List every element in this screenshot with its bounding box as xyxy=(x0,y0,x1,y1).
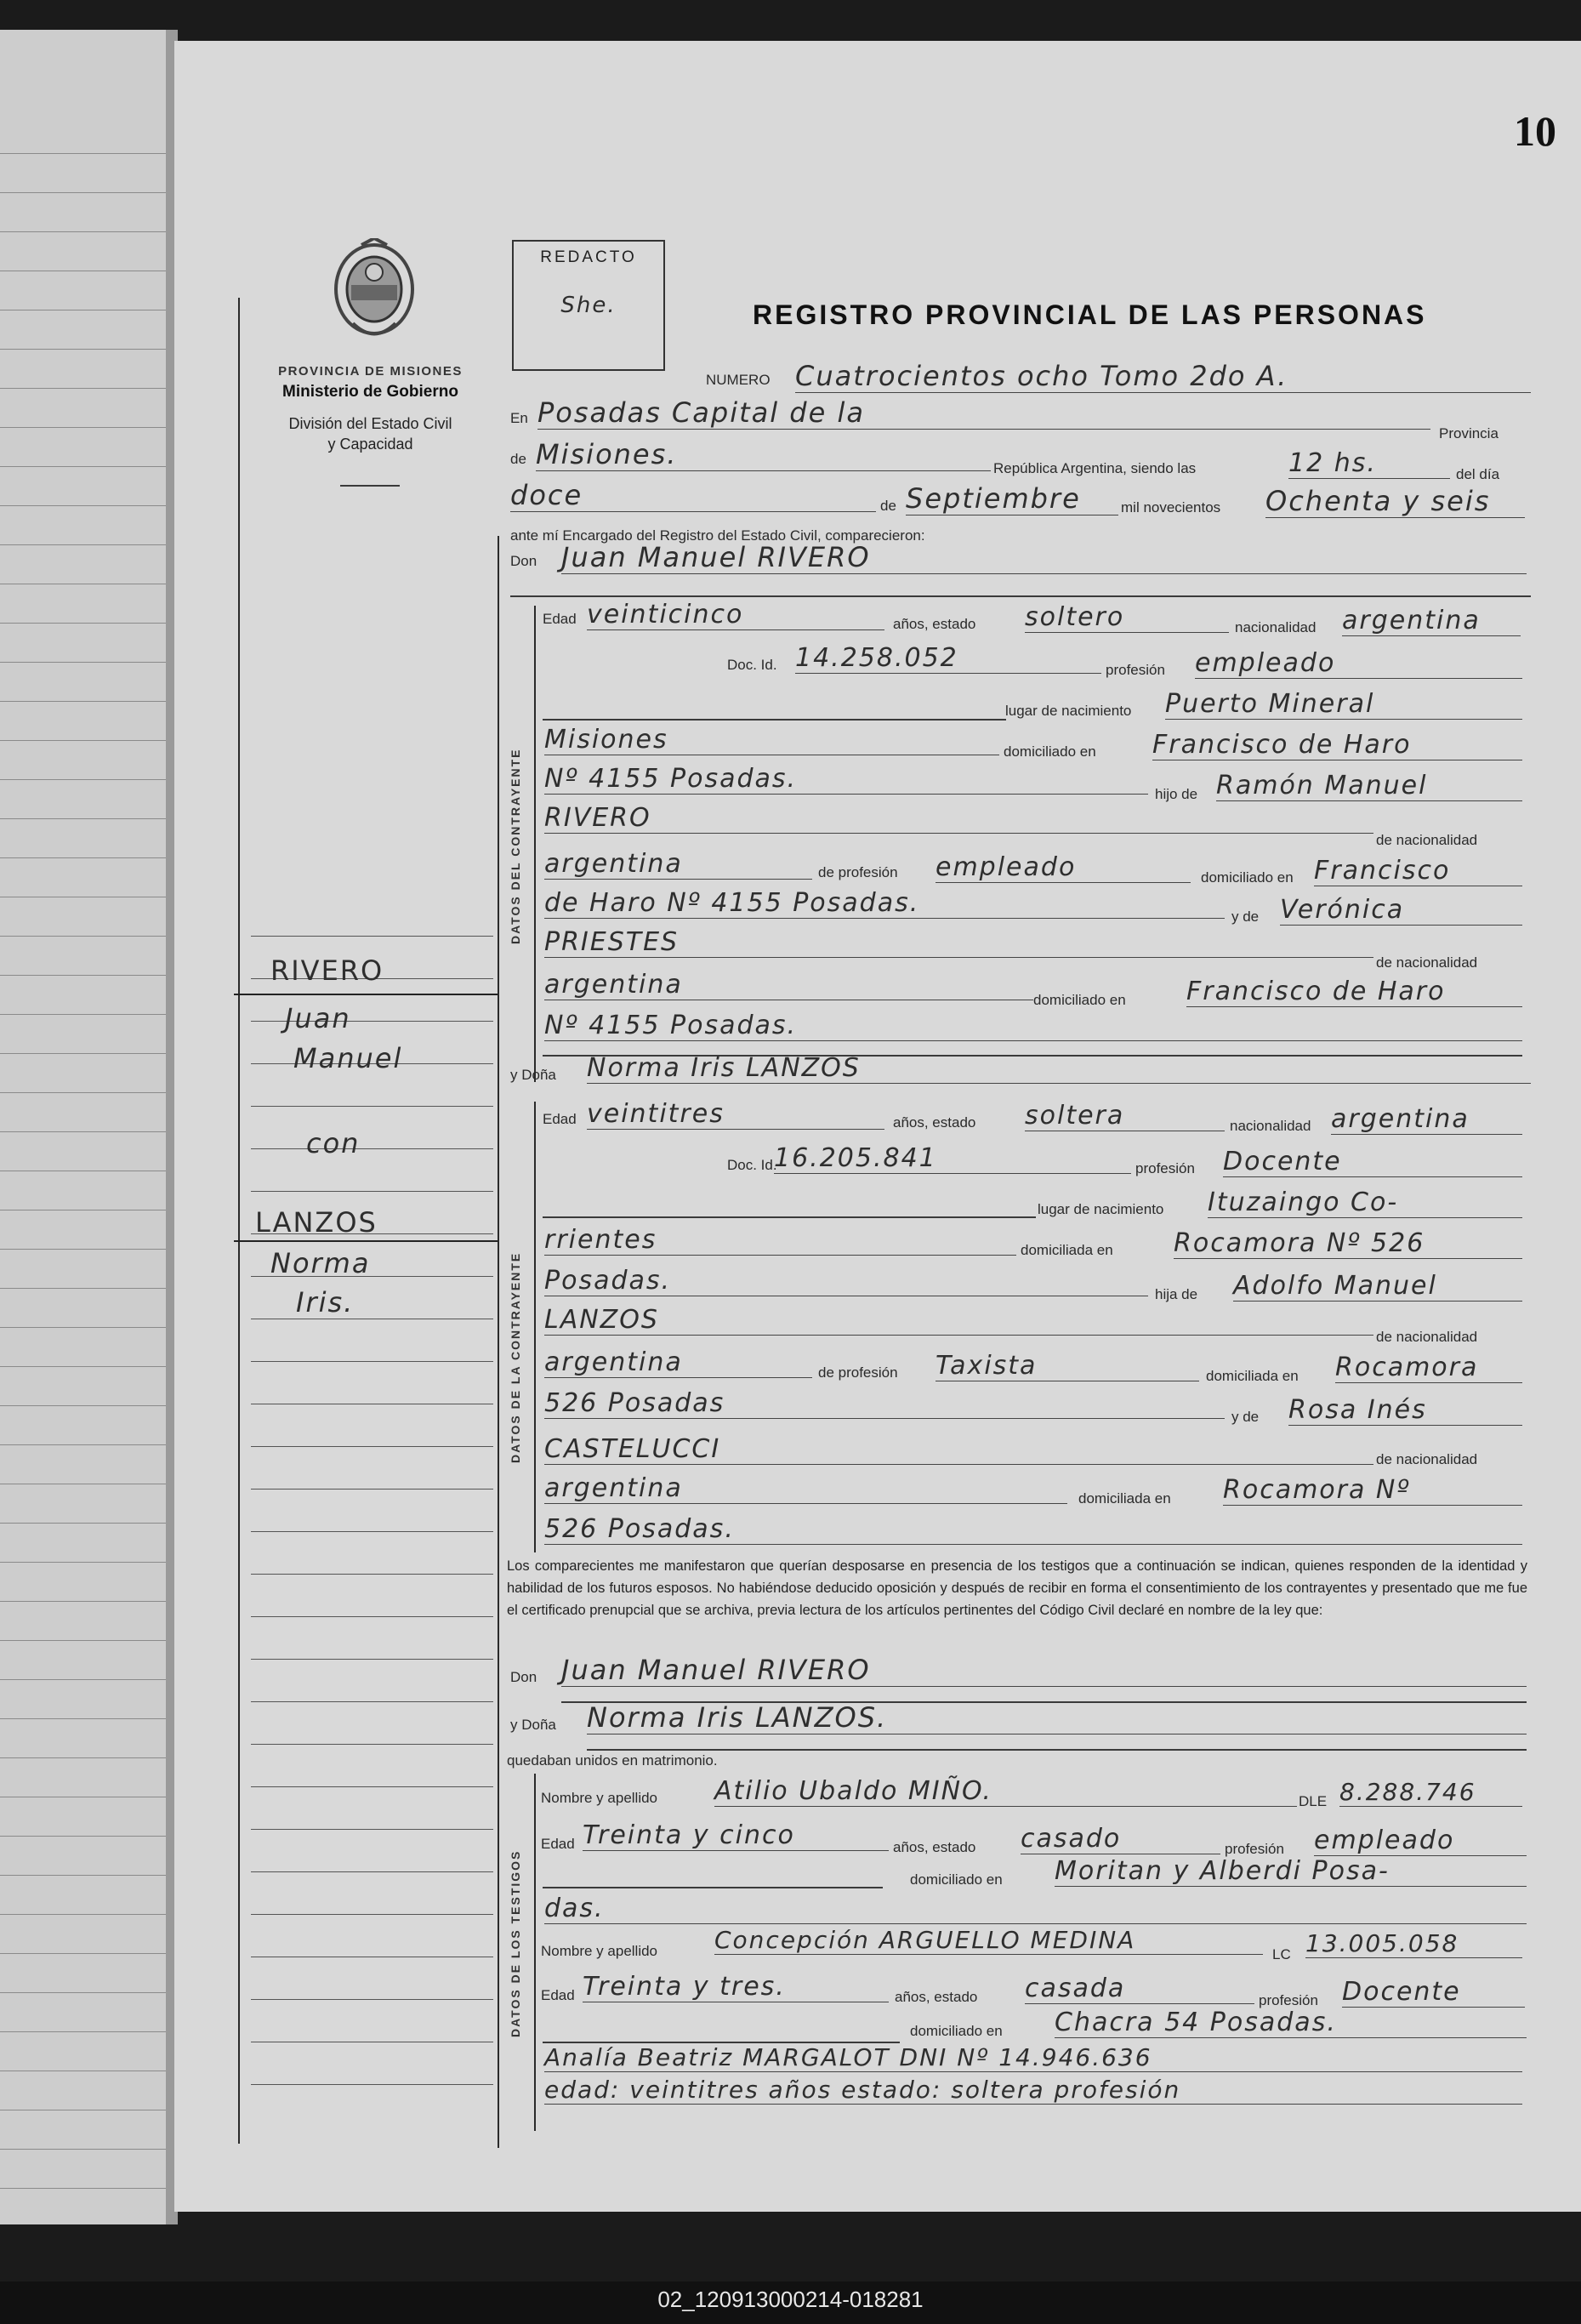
left-page-rule xyxy=(0,1288,166,1289)
madre-domicilio-label-b: domiciliada en xyxy=(1078,1490,1171,1507)
t1-doc: 8.288.746 xyxy=(1339,1778,1522,1807)
crest-divider xyxy=(340,485,400,487)
left-page-rule xyxy=(0,1131,166,1132)
de-value: Misiones. xyxy=(536,438,991,471)
left-page-rule xyxy=(0,975,166,976)
lugar-label: lugar de nacimiento xyxy=(1005,703,1132,719)
margin-rule-line xyxy=(251,1744,493,1745)
left-page-rule xyxy=(0,1953,166,1954)
padre-domicilio-b2: 526 Posadas xyxy=(544,1388,1225,1419)
margin-rule-line xyxy=(251,1574,493,1575)
anio-value: Ochenta y seis xyxy=(1265,485,1525,518)
redacto-label: REDACTO xyxy=(540,248,637,266)
t2-estado: casada xyxy=(1025,1974,1254,2004)
madre-value: Verónica xyxy=(1280,895,1522,926)
mes-value: Septiembre xyxy=(906,482,1118,515)
doc-label: Doc. Id. xyxy=(727,657,777,673)
scan-id: 02_120913000214-018281 xyxy=(657,2287,924,2312)
domiciliada-label: domiciliada en xyxy=(1021,1242,1113,1258)
del-dia-label: del día xyxy=(1456,466,1500,482)
t2-domiciliado-label: domiciliado en xyxy=(910,2023,1003,2039)
domiciliado-label: domiciliado en xyxy=(1004,743,1096,760)
madre-domicilio-b: Rocamora Nº xyxy=(1223,1475,1522,1506)
domicilio-value-2b: Rocamora Nº 526 xyxy=(1174,1228,1522,1259)
testigos-side-label: DATOS DE LOS TESTIGOS xyxy=(509,1849,522,2037)
padre-profesion-label-b: de profesión xyxy=(818,1364,898,1381)
padre-nacionalidad: argentina xyxy=(544,849,812,880)
t1-estado: casado xyxy=(1021,1824,1220,1854)
profesion-value: empleado xyxy=(1195,648,1522,679)
madre-value-2: PRIESTES xyxy=(544,927,1373,958)
margin-rule-line xyxy=(251,1786,493,1787)
margin-rule-line xyxy=(251,2084,493,2085)
dona-label: y Doña xyxy=(510,1067,556,1083)
padre-profesion-b: Taxista xyxy=(936,1351,1199,1381)
t3-line-2: edad: veintitres años estado: soltera profesión xyxy=(544,2076,1522,2105)
madre-nacionalidad-b: argentina xyxy=(544,1473,1067,1504)
de-mes-label: de xyxy=(880,498,896,514)
province-label: PROVINCIA DE MISIONES xyxy=(278,364,463,379)
decl-don-value: Juan Manuel RIVERO xyxy=(561,1654,1527,1687)
padre-nacionalidad-b: argentina xyxy=(544,1347,812,1378)
lugar-value-2b: Ituzaingo Co- xyxy=(1208,1188,1522,1218)
t1-nombre: Atilio Ubaldo MIÑO. xyxy=(714,1776,1297,1807)
madre-nacionalidad: argentina xyxy=(544,970,1033,1000)
lugar-value: Puerto Mineral xyxy=(1165,689,1522,720)
t1-edad-label: Edad xyxy=(541,1836,575,1852)
ministry-label: Ministerio de Gobierno xyxy=(282,383,458,401)
domicilio-value: Francisco de Haro xyxy=(1152,730,1522,760)
left-page-rule xyxy=(0,1992,166,1993)
redacto-box xyxy=(512,240,665,371)
left-page-rule xyxy=(0,740,166,741)
hija-label: hija de xyxy=(1155,1286,1198,1302)
madre-domicilio-2: Nº 4155 Posadas. xyxy=(544,1011,1522,1041)
margin-con: con xyxy=(306,1127,361,1159)
testigos-bracket xyxy=(534,1774,536,2131)
margin-apellido-1-rule xyxy=(234,994,498,995)
madre-domicilio-b2: 526 Posadas. xyxy=(544,1514,1522,1545)
ante-text: ante mí Encargado del Registro del Estado Civil, comparecieron: xyxy=(510,527,925,544)
dona-value: Norma Iris LANZOS xyxy=(587,1053,1531,1084)
t2-domicilio: Chacra 54 Posadas. xyxy=(1055,2008,1527,2038)
left-page-rule xyxy=(0,936,166,937)
margin-rule-line xyxy=(251,1871,493,1872)
padre-value: Ramón Manuel xyxy=(1216,771,1522,801)
estado-value-2: soltera xyxy=(1025,1101,1225,1131)
hora-value: 12 hs. xyxy=(1288,448,1450,479)
margin-rule-line xyxy=(251,1616,493,1617)
hijo-label: hijo de xyxy=(1155,786,1198,802)
left-page-rule xyxy=(0,857,166,858)
t1-domicilio-2: das. xyxy=(544,1894,1527,1924)
edad-label-2: Edad xyxy=(543,1111,577,1127)
left-page-rule xyxy=(0,1405,166,1406)
nacionalidad-label-2: nacionalidad xyxy=(1230,1118,1311,1134)
padre-value-b2: LANZOS xyxy=(544,1305,1373,1336)
left-page-rule xyxy=(0,505,166,506)
novecientos-label: mil novecientos xyxy=(1121,499,1221,515)
doc-label-2: Doc. Id. xyxy=(727,1157,777,1173)
left-page-rule xyxy=(0,1718,166,1719)
t1-profesion: empleado xyxy=(1314,1826,1527,1856)
padre-domicilio-label-b: domiciliada en xyxy=(1206,1368,1299,1384)
left-page-rule xyxy=(0,1836,166,1837)
left-page-rule xyxy=(0,2031,166,2032)
margin-rule-line xyxy=(251,1489,493,1490)
t1-nombre-label: Nombre y apellido xyxy=(541,1790,658,1806)
anios-estado-label-2: años, estado xyxy=(893,1114,976,1131)
decl-dona-rule-2 xyxy=(587,1749,1527,1751)
left-page-rule xyxy=(0,1875,166,1876)
provincia-label: Provincia xyxy=(1439,425,1499,441)
t1-doc-label: DLE xyxy=(1299,1793,1328,1809)
padre-domicilio-2: de Haro Nº 4155 Posadas. xyxy=(544,888,1225,919)
don-label: Don xyxy=(510,553,537,569)
t1-domiciliado-label: domiciliado en xyxy=(910,1871,1003,1888)
nacionalidad-label: nacionalidad xyxy=(1235,619,1317,635)
margin-nombre-2b: Iris. xyxy=(296,1286,355,1319)
t1-profesion-label: profesión xyxy=(1225,1841,1284,1857)
left-page-rule xyxy=(0,662,166,663)
left-page-rule xyxy=(0,349,166,350)
t2-nombre-label: Nombre y apellido xyxy=(541,1943,658,1959)
t2-edad: Treinta y tres. xyxy=(583,1972,889,2002)
t2-nombre: Concepción ARGUELLO MEDINA xyxy=(714,1926,1263,1955)
madre-domicilio-label: domiciliado en xyxy=(1033,992,1126,1008)
margin-rule-line xyxy=(251,1446,493,1447)
dia-value: doce xyxy=(510,479,876,512)
header-rule xyxy=(510,595,1531,597)
t2-doc: 13.005.058 xyxy=(1305,1929,1522,1958)
numero-value: Cuatrocientos ocho Tomo 2do A. xyxy=(795,360,1531,393)
madre-nacionalidad-label-b: de nacionalidad xyxy=(1376,1451,1478,1467)
left-page-rule xyxy=(0,153,166,154)
margin-rule-line xyxy=(251,1999,493,2000)
left-page-rule xyxy=(0,1523,166,1524)
padre-value-b: Adolfo Manuel xyxy=(1233,1271,1522,1302)
margin-rule-line xyxy=(251,1191,493,1192)
de-label: de xyxy=(510,451,526,467)
division-label-2: y Capacidad xyxy=(327,436,413,453)
left-page-rule xyxy=(0,466,166,467)
margin-rule-line xyxy=(251,1148,493,1149)
madre-value-b: Rosa Inés xyxy=(1288,1395,1522,1426)
left-page-rule xyxy=(0,818,166,819)
margin-rule-line xyxy=(251,1914,493,1915)
de-nacionalidad-label: de nacionalidad xyxy=(1376,832,1478,848)
anios-estado-label: años, estado xyxy=(893,616,976,632)
decl-dona-value: Norma Iris LANZOS. xyxy=(587,1701,1527,1734)
lugar-value-2c: rrientes xyxy=(544,1225,1016,1256)
left-ledger-page xyxy=(0,30,173,2224)
decl-dona-label: y Doña xyxy=(510,1717,556,1733)
redacto-value: She. xyxy=(560,293,617,318)
unidos-text: quedaban unidos en matrimonio. xyxy=(507,1752,718,1769)
padre-profesion-label: de profesión xyxy=(818,864,898,880)
profesion-label: profesión xyxy=(1106,662,1165,678)
left-page-rule xyxy=(0,1366,166,1367)
madre-value-b2: CASTELUCCI xyxy=(544,1434,1373,1465)
margin-rule-line xyxy=(251,1361,493,1362)
profesion-label-2: profesión xyxy=(1135,1160,1195,1176)
padre-profesion: empleado xyxy=(936,852,1191,883)
register-title: REGISTRO PROVINCIAL DE LAS PERSONAS xyxy=(753,299,1427,330)
form-left-border xyxy=(238,298,240,2144)
t2-anios-label: años, estado xyxy=(895,1989,978,2005)
padre-domicilio-label: domiciliado en xyxy=(1201,869,1294,886)
left-page-rule xyxy=(0,1757,166,1758)
t2-profesion: Docente xyxy=(1342,1977,1525,2008)
left-page-rule xyxy=(0,1327,166,1328)
contrayenta-side-label: DATOS DE LA CONTRAYENTE xyxy=(509,1251,522,1463)
margin-apellido-1: RIVERO xyxy=(270,954,384,987)
edad-label: Edad xyxy=(543,611,577,627)
left-page-rule xyxy=(0,1249,166,1250)
edad-value-2: veintitres xyxy=(587,1099,884,1130)
declaration-text: Los comparecientes me manifestaron que querían desposarse en presencia de los testigos que a continuación se indican, quienes responden de la identidad y habilidad de los futuros esposos. No habiéndose deducido oposición y después de recibir en forma el consentimiento de los contrayentes y presentado que me fue el certificado prenupcial que se archiva, previa lectura de los artículos pertinentes del Código Civil declaré en nombre de la ley que: xyxy=(507,1558,1527,1618)
lugar-value-2: Misiones xyxy=(544,725,999,755)
left-page-rule xyxy=(0,1092,166,1093)
provincial-crest-icon xyxy=(327,238,421,345)
t1-anios-label: años, estado xyxy=(893,1839,976,1855)
margin-apellido-2-rule xyxy=(234,1240,498,1242)
left-page-rule xyxy=(0,427,166,428)
left-page-rule xyxy=(0,1601,166,1602)
left-page-rule xyxy=(0,701,166,702)
doc-value-2: 16.205.841 xyxy=(774,1143,1131,1174)
contrayenta-bracket xyxy=(534,1102,536,1552)
padre-value-2: RIVERO xyxy=(544,803,1373,834)
y-de-label: y de xyxy=(1231,909,1260,925)
margin-nombre-1b: Manuel xyxy=(293,1042,403,1074)
en-label: En xyxy=(510,410,528,426)
margin-rule-line xyxy=(251,936,493,937)
margin-rule-line xyxy=(251,1531,493,1532)
numero-label: NUMERO xyxy=(706,372,771,388)
left-page-rule xyxy=(0,192,166,193)
margin-rule-line xyxy=(251,1701,493,1702)
padre-domicilio-b: Rocamora xyxy=(1335,1353,1522,1383)
profesion-value-2: Docente xyxy=(1223,1147,1522,1177)
left-page-rule xyxy=(0,1914,166,1915)
t1-edad: Treinta y cinco xyxy=(583,1820,889,1851)
margin-apellido-2: LANZOS xyxy=(255,1206,378,1239)
lugar-label-2: lugar de nacimiento xyxy=(1038,1201,1164,1217)
left-page-rule xyxy=(0,1444,166,1445)
decl-don-label: Don xyxy=(510,1669,537,1685)
t2-doc-label: LC xyxy=(1272,1946,1291,1962)
left-page-rule xyxy=(0,779,166,780)
left-page-rule xyxy=(0,544,166,545)
madre-domicilio: Francisco de Haro xyxy=(1186,977,1522,1007)
left-page-rule xyxy=(0,1562,166,1563)
doc-value: 14.258.052 xyxy=(795,643,1101,674)
left-page-rule xyxy=(0,1679,166,1680)
y-de-label-b: y de xyxy=(1231,1409,1260,1425)
t2-profesion-label: profesión xyxy=(1259,1992,1318,2008)
margin-rule-line xyxy=(251,1106,493,1107)
margin-rule-line xyxy=(251,1829,493,1830)
edad-value: veinticinco xyxy=(587,600,884,630)
nacionalidad-value: argentina xyxy=(1342,606,1521,636)
domicilio-value-2: Nº 4155 Posadas. xyxy=(544,764,1148,795)
don-value: Juan Manuel RIVERO xyxy=(561,541,1527,574)
t1-dom-rule xyxy=(543,1887,883,1888)
republica-label: República Argentina, siendo las xyxy=(993,460,1197,476)
left-page-rule xyxy=(0,1640,166,1641)
left-page-rule xyxy=(0,388,166,389)
contrayente-bracket xyxy=(534,606,536,1082)
madre-nacionalidad-label: de nacionalidad xyxy=(1376,954,1478,971)
estado-value: soltero xyxy=(1025,602,1229,633)
t2-edad-label: Edad xyxy=(541,1987,575,2003)
margin-rule-line xyxy=(251,1659,493,1660)
left-page-rule xyxy=(0,623,166,624)
left-page-rule xyxy=(0,2188,166,2189)
padre-domicilio: Francisco xyxy=(1314,856,1522,886)
left-page-rule xyxy=(0,1053,166,1054)
left-page-rule xyxy=(0,231,166,232)
left-page-rule xyxy=(0,2149,166,2150)
en-value: Posadas Capital de la xyxy=(537,396,1430,430)
de-nacionalidad-label-b: de nacionalidad xyxy=(1376,1329,1478,1345)
division-label: División del Estado Civil xyxy=(288,415,452,432)
t1-domicilio: Moritan y Alberdi Posa- xyxy=(1055,1856,1527,1887)
margin-nombre-2a: Norma xyxy=(270,1247,371,1279)
lugar-rule xyxy=(543,719,1006,721)
domicilio-value-2c: Posadas. xyxy=(544,1266,1148,1296)
left-page-rule xyxy=(0,1014,166,1015)
form-margin-border xyxy=(498,536,499,2148)
lugar-rule-2 xyxy=(543,1216,1036,1218)
margin-nombre-1a: Juan xyxy=(285,1002,351,1034)
contrayente-side-label: DATOS DEL CONTRAYENTE xyxy=(509,748,522,944)
t3-line-1: Analía Beatriz MARGALOT DNI Nº 14.946.636 xyxy=(544,2043,1522,2072)
nacionalidad-value-2: argentina xyxy=(1331,1104,1522,1135)
page-number: 10 xyxy=(1514,107,1556,155)
